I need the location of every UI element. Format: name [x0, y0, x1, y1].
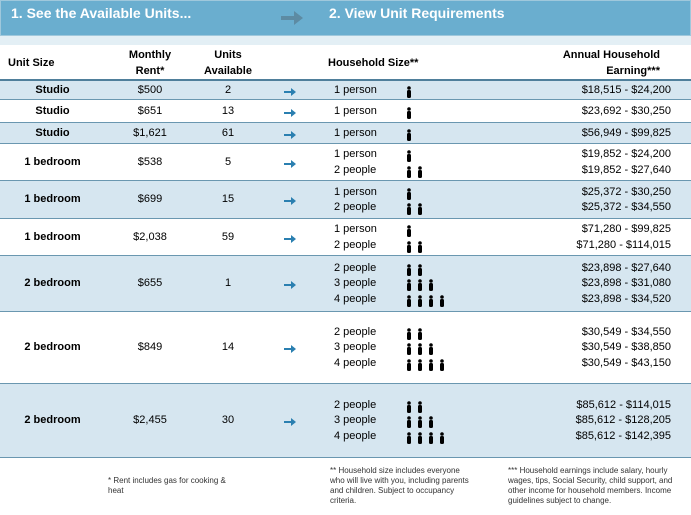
person-icon — [406, 400, 412, 412]
units-available-cell: 59 — [221, 230, 235, 243]
monthly-rent-cell: $2,455 — [133, 414, 167, 426]
household-size-text: 2 people — [334, 261, 377, 274]
household-size-text: 3 people — [334, 341, 377, 354]
person-icon — [406, 415, 412, 427]
footnote-household: ** Household size includes everyone who will live with you, including parents and children. Subject to occupancy criteria. — [330, 466, 469, 505]
person-icon — [428, 342, 434, 354]
monthly-rent-cell: $1,621 — [133, 126, 167, 139]
monthly-rent-cell: $500 — [137, 83, 163, 96]
col-household-size: Household Size** — [328, 57, 419, 69]
person-icon — [406, 240, 412, 252]
person-icon — [406, 106, 412, 118]
person-icon — [428, 358, 434, 370]
footnote-rent: * Rent includes gas for cooking & heat — [108, 476, 226, 495]
person-icon — [417, 358, 423, 370]
person-icon — [428, 415, 434, 427]
units-available-cell: 30 — [221, 414, 235, 426]
person-icon — [406, 342, 412, 354]
earning-range-text: $71,280 - $114,015 — [576, 238, 671, 251]
arrow-right-icon — [284, 160, 296, 168]
arrow-right-icon — [284, 88, 296, 96]
unit-size-cell: Studio — [35, 104, 70, 117]
unit-size-cell: Studio — [35, 126, 70, 139]
earning-range-text: $56,949 - $99,825 — [581, 126, 671, 139]
earning-range-text: $25,372 - $34,550 — [581, 201, 671, 213]
person-icon — [406, 278, 412, 290]
unit-size-cell: 1 bedroom — [24, 155, 81, 168]
person-icon — [417, 327, 423, 339]
person-icon — [439, 431, 445, 443]
household-size-text: 2 people — [334, 238, 377, 251]
units-available-cell: 5 — [224, 155, 232, 168]
person-icon — [406, 149, 412, 161]
household-size-text: 4 people — [334, 356, 377, 369]
earning-range-text: $18,515 - $24,200 — [581, 83, 671, 96]
household-size-text: 2 people — [334, 163, 377, 176]
table-row — [0, 100, 691, 123]
person-icon — [406, 294, 412, 306]
person-icon — [406, 224, 412, 236]
person-icon — [417, 431, 423, 443]
household-size-text: 4 people — [334, 429, 377, 442]
person-icon — [406, 128, 412, 140]
earning-range-text: $23,898 - $27,640 — [581, 261, 671, 274]
household-size-text: 1 person — [334, 185, 377, 198]
person-icon — [406, 187, 412, 199]
person-icon — [439, 358, 445, 370]
household-size-text: 1 person — [334, 148, 377, 160]
person-icon — [439, 294, 445, 306]
unit-size-cell: 2 bedroom — [24, 341, 81, 353]
earning-range-text: $19,852 - $27,640 — [581, 163, 671, 176]
earning-range-text: $23,692 - $30,250 — [581, 104, 671, 117]
arrow-right-icon — [284, 109, 296, 117]
arrow-right-icon — [284, 418, 296, 426]
person-icon — [406, 202, 412, 214]
unit-size-cell: Studio — [35, 83, 70, 96]
earning-range-text: $30,549 - $34,550 — [581, 325, 671, 338]
earning-range-text: $85,612 - $128,205 — [575, 414, 671, 427]
person-icon — [406, 431, 412, 443]
person-icon — [406, 358, 412, 370]
person-icon — [428, 278, 434, 290]
monthly-rent-cell: $651 — [137, 104, 163, 117]
household-size-text: 3 people — [334, 277, 377, 290]
header-strip — [0, 36, 691, 45]
table-row — [0, 144, 691, 181]
household-size-text: 2 people — [334, 325, 377, 338]
person-icon — [417, 278, 423, 290]
household-size-text: 4 people — [334, 292, 377, 305]
person-icon — [406, 327, 412, 339]
table-row — [0, 81, 691, 100]
step-2-title: 2. View Unit Requirements — [329, 5, 505, 21]
col-units-available — [193, 47, 263, 79]
unit-size-cell: 1 bedroom — [24, 230, 81, 243]
col-annual-earning — [530, 47, 660, 79]
unit-size-cell: 2 bedroom — [24, 277, 81, 289]
household-size-text: 2 people — [334, 398, 377, 411]
person-icon — [417, 165, 423, 177]
household-size-text: 1 person — [334, 104, 377, 117]
earning-range-text: $71,280 - $99,825 — [581, 223, 671, 235]
table-header — [0, 45, 691, 81]
household-size-text: 1 person — [334, 126, 377, 139]
table-row — [0, 256, 691, 312]
units-available-cell: 1 — [224, 277, 232, 289]
table-row — [0, 181, 691, 219]
units-available-cell: 15 — [221, 193, 235, 205]
header-arrow-icon — [281, 9, 303, 27]
arrow-right-icon — [284, 131, 296, 139]
units-available-cell: 2 — [224, 83, 232, 96]
col-units-available-line2: Available — [204, 65, 252, 77]
step-1-title: 1. See the Available Units... — [11, 5, 192, 21]
household-size-text: 1 person — [334, 83, 377, 96]
household-size-text: 3 people — [334, 414, 377, 427]
earning-range-text: $85,612 - $142,395 — [575, 429, 671, 442]
arrow-right-icon — [284, 235, 296, 243]
earning-range-text: $85,612 - $114,015 — [576, 398, 671, 411]
monthly-rent-cell: $2,038 — [133, 230, 167, 243]
earning-range-text: $19,852 - $24,200 — [581, 148, 671, 160]
arrow-right-icon — [284, 197, 296, 205]
units-available-cell: 61 — [221, 126, 235, 139]
person-icon — [428, 294, 434, 306]
person-icon — [428, 431, 434, 443]
earning-range-text: $30,549 - $38,850 — [581, 341, 671, 354]
unit-size-cell: 1 bedroom — [24, 193, 81, 205]
table-row — [0, 219, 691, 256]
footnotes — [0, 458, 691, 515]
monthly-rent-cell: $538 — [137, 155, 163, 168]
monthly-rent-cell: $655 — [137, 277, 163, 289]
household-size-text: 1 person — [334, 223, 377, 235]
arrow-right-icon — [284, 345, 296, 353]
person-icon — [417, 263, 423, 275]
earning-range-text: $23,898 - $31,080 — [581, 277, 671, 290]
earning-range-text: $23,898 - $34,520 — [581, 292, 671, 305]
monthly-rent-cell: $699 — [137, 193, 163, 205]
col-monthly-rent — [115, 47, 185, 79]
person-icon — [417, 240, 423, 252]
person-icon — [417, 202, 423, 214]
col-monthly-rent-line1: Monthly — [128, 49, 172, 61]
person-icon — [406, 263, 412, 275]
col-unit-size: Unit Size — [8, 57, 55, 69]
person-icon — [417, 415, 423, 427]
person-icon — [406, 85, 412, 97]
units-available-cell: 13 — [221, 104, 235, 117]
col-annual-earning-line2: Earning*** — [606, 65, 660, 77]
person-icon — [406, 165, 412, 177]
unit-size-cell: 2 bedroom — [24, 414, 81, 426]
table-row — [0, 123, 691, 144]
header-bar — [0, 0, 691, 36]
monthly-rent-cell: $849 — [137, 341, 163, 353]
col-units-available-line1: Units — [214, 49, 242, 61]
arrow-right-icon — [284, 281, 296, 289]
person-icon — [417, 294, 423, 306]
col-annual-earning-line1: Annual Household — [562, 49, 660, 61]
units-available-cell: 14 — [221, 341, 235, 353]
earning-range-text: $30,549 - $43,150 — [581, 356, 671, 369]
earning-range-text: $25,372 - $30,250 — [581, 185, 671, 198]
table-row — [0, 312, 691, 384]
person-icon — [417, 342, 423, 354]
footnote-earnings: *** Household earnings include salary, hourly wages, tips, Social Security, child support, and other income for household members. Income guidelines subject to change. — [508, 466, 673, 505]
household-size-text: 2 people — [334, 201, 377, 213]
col-monthly-rent-line2: Rent* — [135, 65, 165, 77]
table-row — [0, 384, 691, 458]
person-icon — [417, 400, 423, 412]
